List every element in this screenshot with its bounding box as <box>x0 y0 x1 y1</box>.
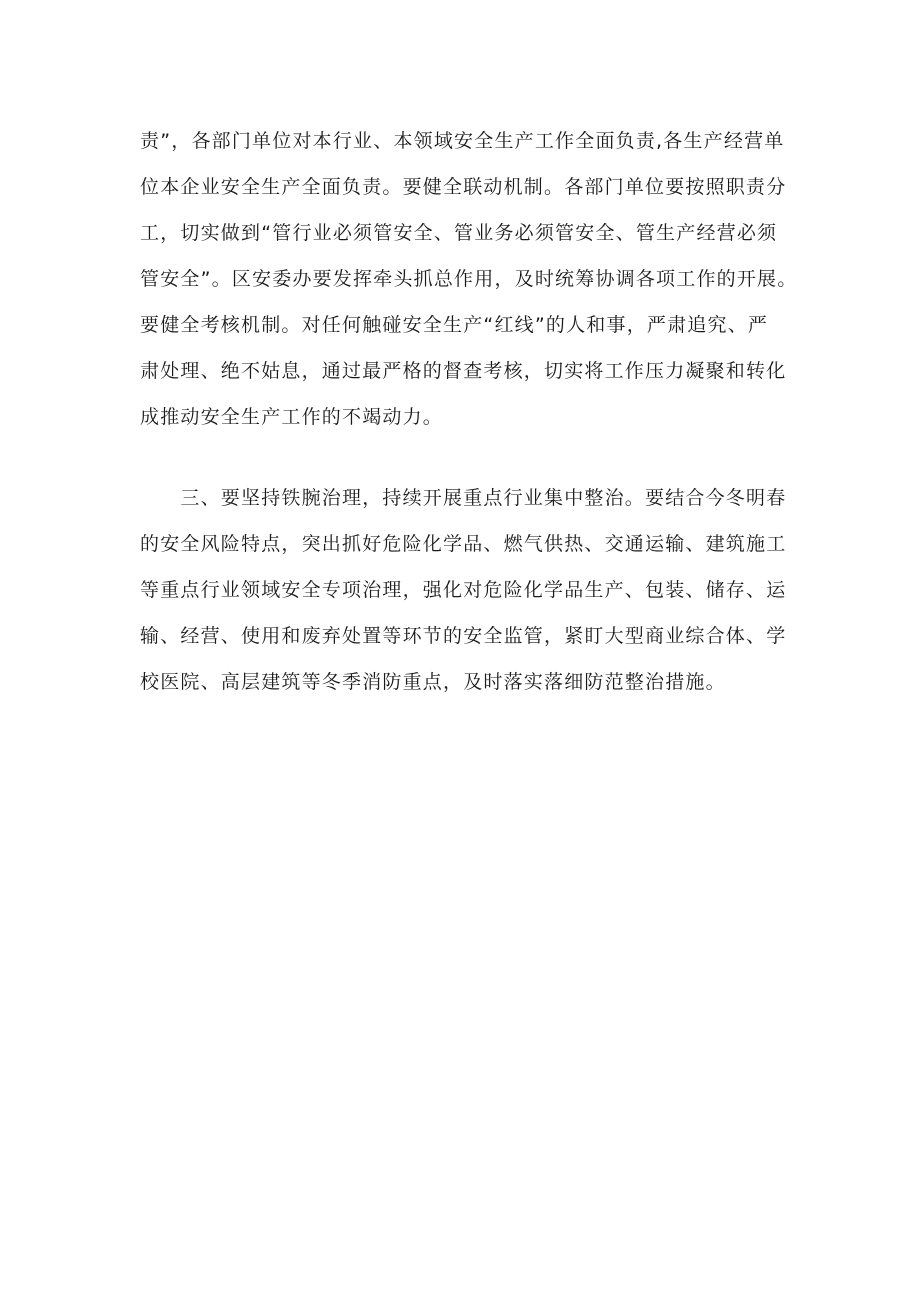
text-line: 管安全”。区安委办要发挥牵头抓总作用，及时统筹协调各项工作的开展。 <box>140 268 798 290</box>
text-line: 责”，各部门单位对本行业、本领域安全生产工作全面负责,各生产经营单 <box>140 130 785 152</box>
paragraph-responsibility <box>140 118 798 440</box>
text-line: 肃处理、绝不姑息，通过最严格的督查考核，切实将工作压力凝聚和转化 <box>140 360 787 382</box>
text-line: 的安全风险特点，突出抓好危险化学品、燃气供热、交通运输、建筑施工 <box>140 533 787 555</box>
text-line: 工，切实做到“管行业必须管安全、管业务必须管安全、管生产经营必须 <box>140 222 778 244</box>
text-line: 校医院、高层建筑等冬季消防重点，及时落实落细防范整治措施。 <box>140 671 726 693</box>
text-line: 三、要坚持铁腕治理，持续开展重点行业集中整治。要结合今冬明春 <box>140 487 787 509</box>
text-line: 要健全考核机制。对任何触碰安全生产“红线”的人和事，严肃追究、严 <box>140 314 769 336</box>
text-line: 成推动安全生产工作的不竭动力。 <box>140 406 444 428</box>
text-line: 位本企业安全生产全面负责。要健全联动机制。各部门单位要按照职责分 <box>140 176 787 198</box>
text-line: 等重点行业领域安全专项治理，强化对危险化学品生产、包装、储存、运 <box>140 579 787 601</box>
text-line: 输、经营、使用和废弃处置等环节的安全监管，紧盯大型商业综合体、学 <box>140 625 787 647</box>
paragraph-rectification <box>140 475 790 705</box>
